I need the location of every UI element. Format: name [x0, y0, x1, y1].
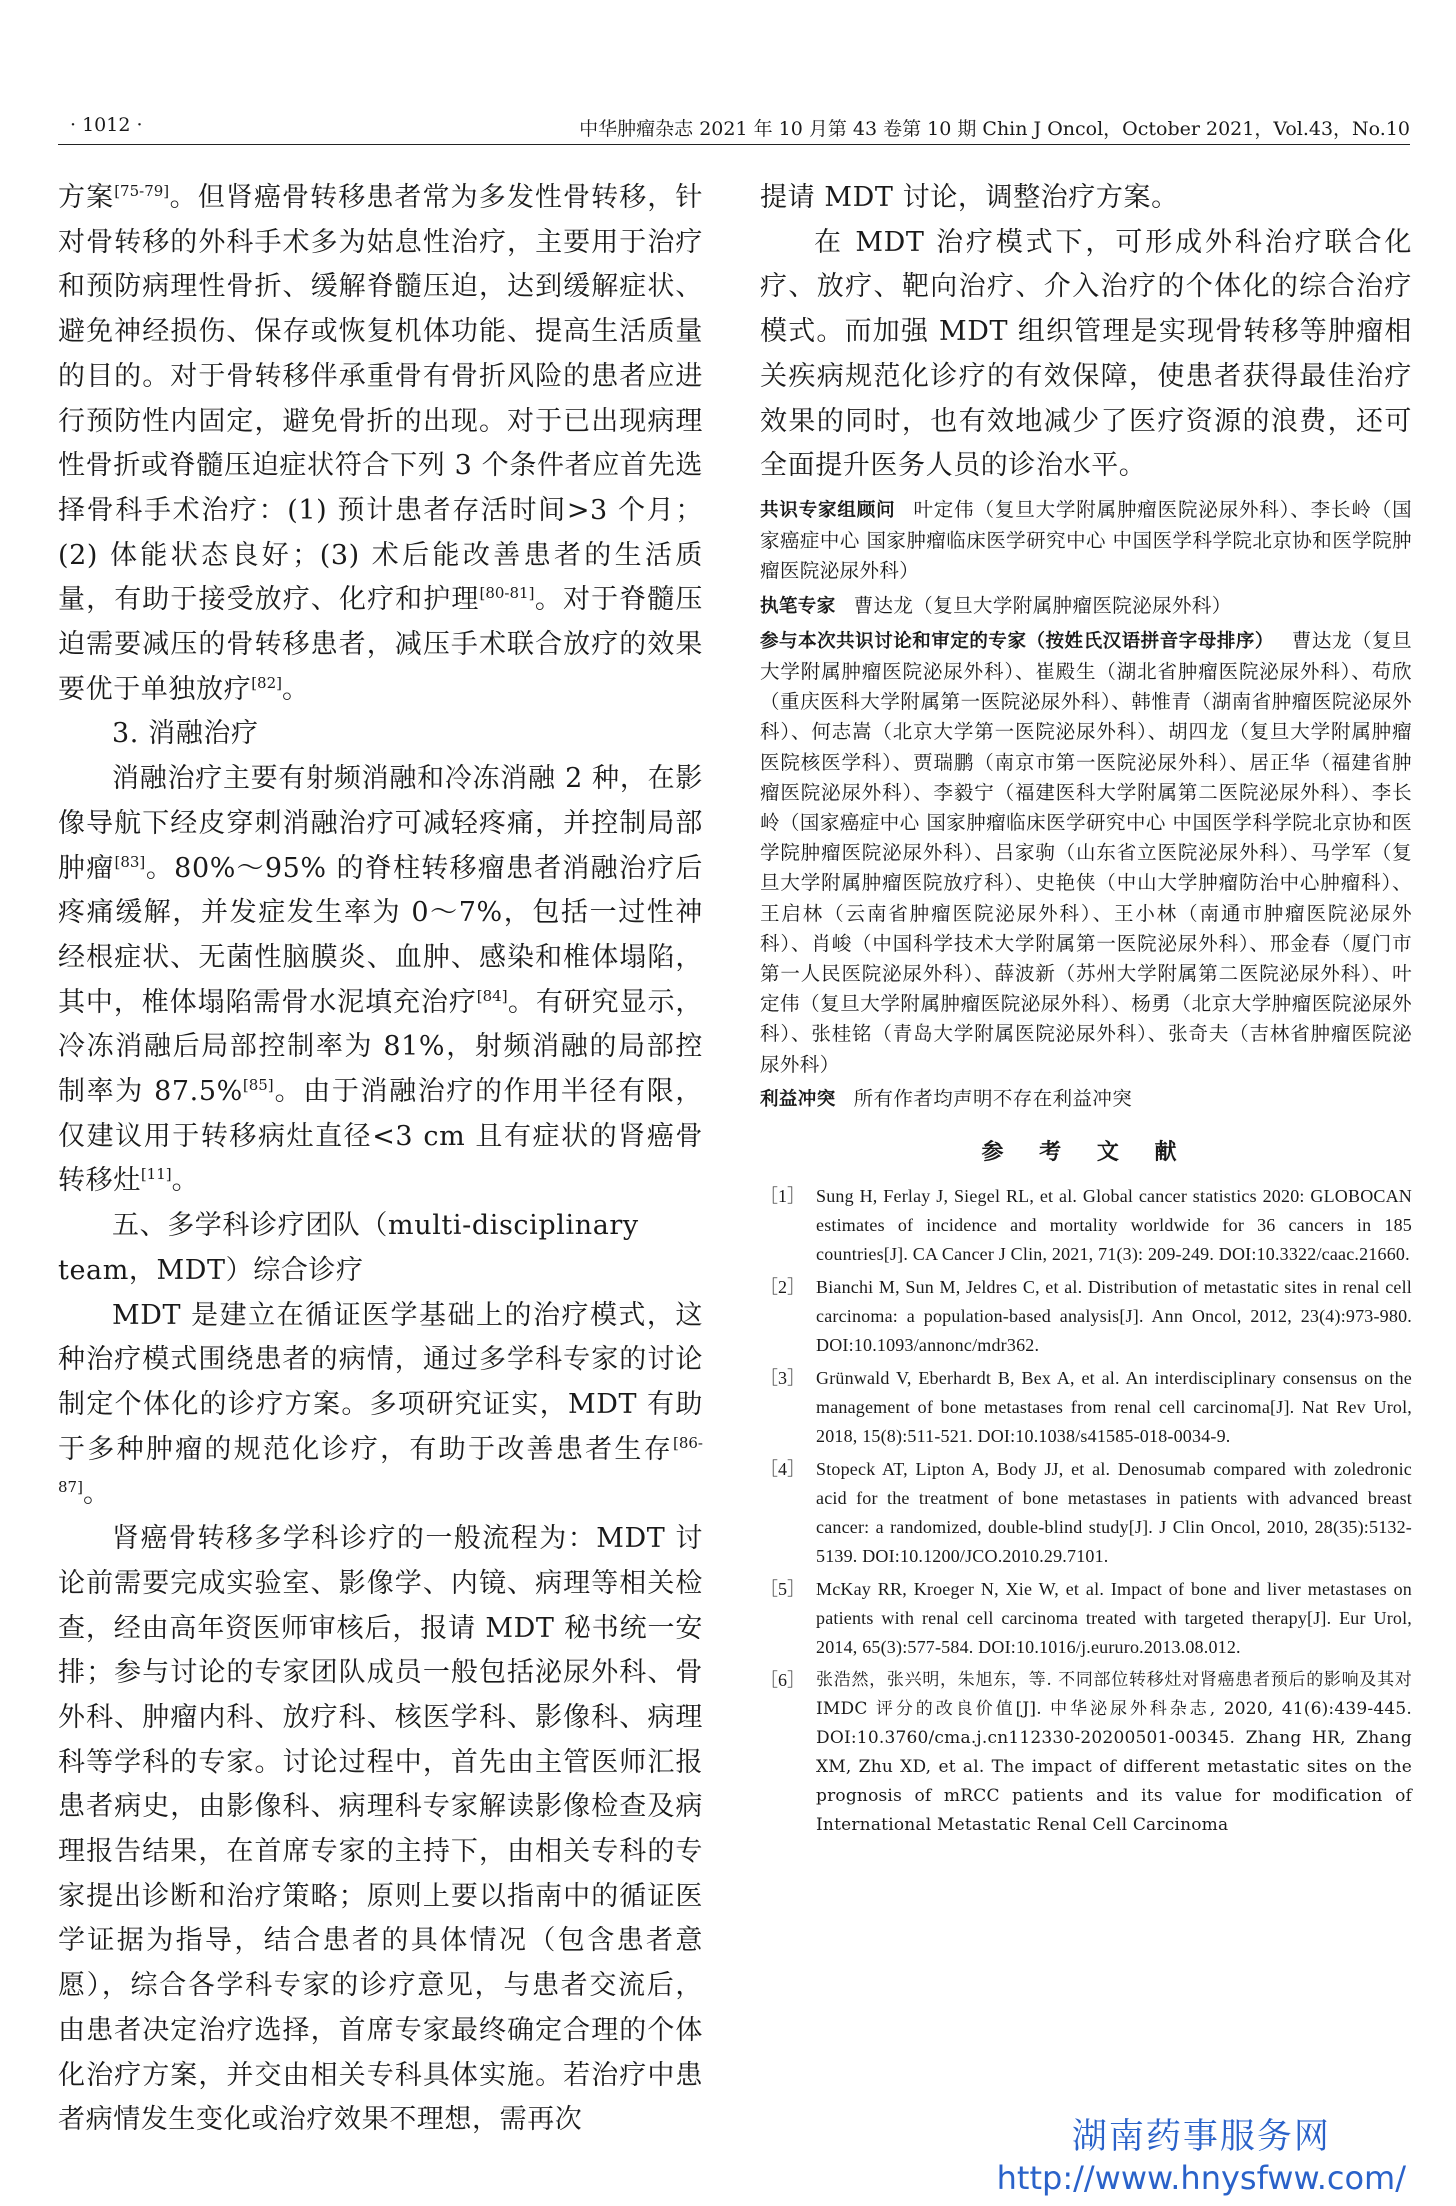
citation[interactable]: [85] [242, 1076, 274, 1095]
coi-label: 利益冲突 [760, 1088, 836, 1110]
reference-item [760, 1455, 1412, 1571]
citation[interactable]: [84] [476, 986, 508, 1005]
reference-number: ［1］ [760, 1185, 805, 1206]
reference-item [760, 1364, 1412, 1451]
reference-number: ［3］ [760, 1367, 805, 1388]
coi-block [760, 1084, 1412, 1115]
paragraph-surgery: 方案[75-79]。但肾癌骨转移患者常为多发性骨转移，针对骨转移的外科手术多为姑息性治疗，主要用于治疗和预防病理性骨折、缓解脊髓压迫，达到缓解症状、避免神经损伤、保存或恢复机体功能、提高生活质量的目的。对于骨转移伴承重骨有骨折风险的患者应进行预防性内固定，避免骨折的出现。对于已出现病理性骨折或脊髓压迫症状符合下列 3 个条件者应首先选择骨科手术治疗：(1) 预计患者存活时间>3 个月；(2) 体能状态良好；(3) 术后能改善患者的生活质量，有助于接受放疗、化疗和护理[80-81]。对于脊髓压迫需要减压的骨转移患者，减压手术联合放疗的效果要优于单独放疗[82]。 [58, 182, 704, 705]
right-column [760, 176, 1412, 1844]
paragraph-mdt-process: 肾癌骨转移多学科诊疗的一般流程为：MDT 讨论前需要完成实验室、影像学、内镜、病理等相关检查，经由高年资医师审核后，报请 MDT 秘书统一安排；参与讨论的专家团队成员一般包括泌尿外科、骨外科、肿瘤内科、放疗科、核医学科、影像科、病理科等学科的专家。讨论过程中，首先由主管医师汇报患者病史，由影像科、病理科专家解读影像检查及病理报告结果，在首席专家的主持下，由相关专科的专家提出诊断和治疗策略；原则上要以指南中的循证医学证据为指导，结合患者的具体情况（包含患者意愿），综合各学科专家的诊疗意见，与患者交流后，由患者决定治疗选择，首席专家最终确定合理的个体化治疗方案，并交由相关专科具体实施。若治疗中患者病情发生变化或治疗效果不理想，需再次 [58, 1523, 703, 2136]
advisors-text: 叶定伟（复旦大学附属肿瘤医院泌尿外科）、李长岭（国家癌症中心 国家肿瘤临床医学研究中心 中国医学科学院北京协和医学院肿瘤医院泌尿外科） [760, 497, 1412, 583]
paragraph-mdt-summary: 在 MDT 治疗模式下，可形成外科治疗联合化疗、放疗、靶向治疗、介入治疗的个体化的综合治疗模式。而加强 MDT 组织管理是实现骨转移等肿瘤相关疾病规范化诊疗的有效保障，使患者获得最佳治疗效果的同时，也有效地减少了医疗资源的浪费，还可全面提升医务人员的诊治水平。 [760, 226, 1412, 482]
reference-text: Stopeck AT, Lipton A, Body JJ, et al. Denosumab compared with zoledronic acid for the treatment of bone metastases in patients with advanced breast cancer: a randomized, double-blind study[J]. J Clin Oncol, 2010, 28(35):5132-5139. DOI:10.1200/JCO.2010.29.7101. [816, 1458, 1412, 1566]
page-number: · 1012 · [70, 114, 143, 136]
watermark-url[interactable]: http://www.hnysfww.com/ [996, 2159, 1406, 2197]
writer-text: 曹达龙（复旦大学附属肿瘤医院泌尿外科） [853, 593, 1232, 617]
reference-item [760, 1182, 1412, 1269]
reference-number: ［6］ [760, 1669, 805, 1690]
references-heading: 参 考 文 献 [981, 1139, 1191, 1165]
experts-label: 参与本次共识讨论和审定的专家（按姓氏汉语拼音字母排序） [760, 630, 1274, 652]
citation[interactable]: [75-79] [114, 182, 170, 200]
reference-text: McKay RR, Kroeger N, Xie W, et al. Impact of bone and liver metastases on patients with renal cell carcinoma treated with targeted therapy[J]. Eur Urol, 2014, 65(3):577-584. DOI:10.1016/j.eururo.2013.08.012. [816, 1578, 1412, 1657]
reference-item [760, 1666, 1412, 1840]
section-heading-ablation: 3. 消融治疗 [112, 718, 259, 750]
watermark-name: 湖南药事服务网 [1071, 2117, 1331, 2157]
citation[interactable]: [86-87] [58, 1433, 703, 1497]
reference-text: 张浩然，张兴明，朱旭东，等. 不同部位转移灶对肾癌患者预后的影响及其对 IMDC 评分的改良价值[J]. 中华泌尿外科杂志, 2020, 41(6):439-445. DOI:10.3760/cma.j.cn112330-20200501-00345. Zhang HR, Zhang XM, Zhu XD, et al. The impact of different metastatic sites on the prognosis of mRCC patients and its value for modification of International Metastatic Renal Cell Carcinoma [816, 1669, 1412, 1835]
reference-text: Sung H, Ferlay J, Siegel RL, et al. Global cancer statistics 2020: GLOBOCAN estimates of incidence and mortality worldwide for 36 cancers in 185 countries[J]. CA Cancer J Clin, 2021, 71(3): 209-249. DOI:10.3322/caac.21660. [816, 1185, 1412, 1264]
citation[interactable]: [11] [140, 1165, 172, 1184]
reference-list [760, 1182, 1412, 1840]
running-header [58, 110, 1410, 145]
reference-text: Grünwald V, Eberhardt B, Bex A, et al. An interdisciplinary consensus on the management of bone metastases from renal cell carcinoma[J]. Nat Rev Urol, 2018, 15(8):511-521. DOI:10.1038/s41585-018-0034-9. [816, 1367, 1412, 1446]
citation[interactable]: [80-81] [479, 584, 535, 603]
reference-text: Bianchi M, Sun M, Jeldres C, et al. Distribution of metastatic sites in renal cell carcinoma: a population-based analysis[J]. Ann Oncol, 2012, 23(4):973-980. DOI:10.1093/annonc/mdr362. [816, 1276, 1412, 1355]
reference-item [760, 1273, 1412, 1360]
reference-number: ［5］ [760, 1578, 805, 1599]
section-heading-mdt: 五、多学科诊疗团队（multi-disciplinary team，MDT）综合诊疗 [58, 1210, 639, 1286]
journal-citation: 中华肿瘤杂志 2021 年 10 月第 43 卷第 10 期 Chin J Oncol，October 2021，Vol.43，No.10 [579, 118, 1410, 140]
reference-number: ［2］ [760, 1276, 805, 1297]
paragraph-ablation: 消融治疗主要有射频消融和冷冻消融 2 种，在影像导航下经皮穿刺消融治疗可减轻疼痛，并控制局部肿瘤[83]。80%～95% 的脊柱转移瘤患者消融治疗后疼痛缓解，并发症发生率为 0～7%，包括一过性神经根症状、无菌性脑膜炎、血肿、感染和椎体塌陷，其中，椎体塌陷需骨水泥填充治疗[84]。有研究显示，冷冻消融后局部控制率为 81%，射频消融的局部控制率为 87.5%[85]。由于消融治疗的作用半径有限，仅建议用于转移病灶直径<3 cm 且有症状的肾癌骨转移灶[11]。 [58, 763, 704, 1197]
advisors-block [760, 495, 1412, 587]
citation[interactable]: [82] [251, 673, 282, 692]
reference-item [760, 1575, 1412, 1662]
writer-label: 执笔专家 [760, 595, 836, 617]
experts-text: 曹达龙（复旦大学附属肿瘤医院泌尿外科）、崔殿生（湖北省肿瘤医院泌尿外科）、苟欣（重庆医科大学附属第一医院泌尿外科）、韩惟青（湖南省肿瘤医院泌尿外科）、何志嵩（北京大学第一医院泌尿外科）、胡四龙（复旦大学附属肿瘤医院核医学科）、贾瑞鹏（南京市第一医院泌尿外科）、居正华（福建省肿瘤医院泌尿外科）、李毅宁（福建医科大学附属第二医院泌尿外科）、李长岭（国家癌症中心 国家肿瘤临床医学研究中心 中国医学科学院北京协和医学院肿瘤医院泌尿外科）、吕家驹（山东省立医院泌尿外科）、马学军（复旦大学附属肿瘤医院放疗科）、史艳侠（中山大学肿瘤防治中心肿瘤科）、王启林（云南省肿瘤医院泌尿外科）、王小林（南通市肿瘤医院泌尿外科）、肖峻（中国科学技术大学附属第一医院泌尿外科）、邢金春（厦门市第一人民医院泌尿外科）、薛波新（苏州大学附属第二医院泌尿外科）、叶定伟（复旦大学附属肿瘤医院泌尿外科）、杨勇（北京大学肿瘤医院泌尿外科）、张桂铭（青岛大学附属医院泌尿外科）、张奇夫（吉林省肿瘤医院泌尿外科） [760, 628, 1412, 1076]
experts-block [760, 626, 1412, 1080]
website-watermark [997, 2116, 1406, 2198]
paragraph-mdt-intro: MDT 是建立在循证医学基础上的治疗模式，这种治疗模式围绕患者的病情，通过多学科专家的讨论制定个体化的诊疗方案。多项研究证实，MDT 有助于多种肿瘤的规范化诊疗，有助于改善患者生存[86-87]。 [58, 1299, 703, 1510]
paragraph-mdt-continued: 提请 MDT 讨论，调整治疗方案。 [760, 182, 1179, 213]
coi-text: 所有作者均声明不存在利益冲突 [853, 1086, 1133, 1110]
left-column [58, 176, 703, 2143]
reference-number: ［4］ [760, 1458, 805, 1479]
advisors-label: 共识专家组顾问 [760, 499, 896, 521]
citation[interactable]: [83] [114, 852, 146, 871]
writer-block [760, 591, 1412, 622]
